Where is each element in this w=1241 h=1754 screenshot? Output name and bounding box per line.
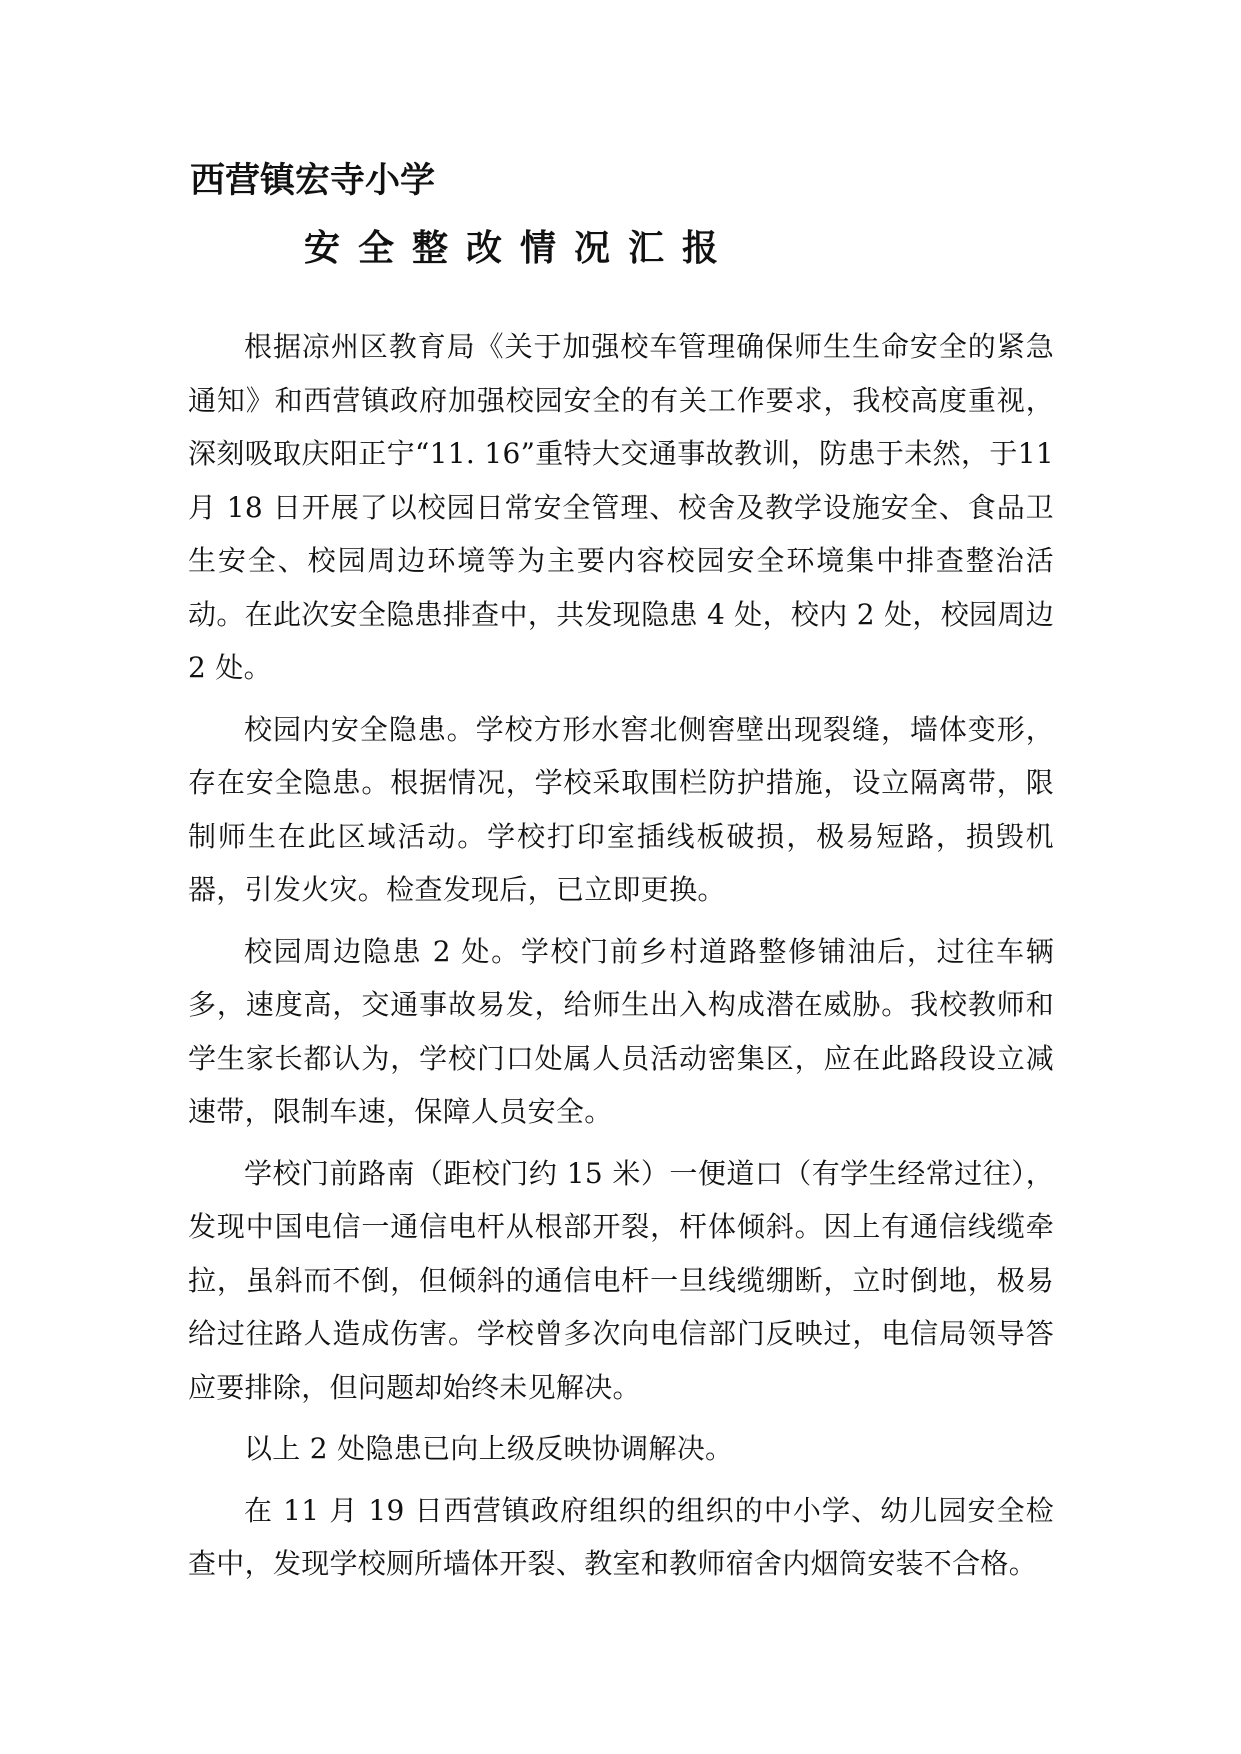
- document-title: 安全整改情况汇报: [304, 227, 737, 269]
- school-name: 西营镇宏寺小学: [190, 160, 436, 201]
- document-body: [188, 320, 1054, 1591]
- paragraph-surrounding-hazards: 校园周边隐患 2 处。学校门前乡村道路整修铺油后，过往车辆多，速度高，交通事故易发，给师生出入构成潜在威胁。我校教师和学生家长都认为，学校门口处属人员活动密集区，应在此路段设立减速带，限制车速，保障人员安全。: [188, 934, 1054, 1128]
- paragraph-inspection: 在 11 月 19 日西营镇政府组织的组织的中小学、幼儿园安全检查中，发现学校厕所墙体开裂、教室和教师宿舍内烟筒安装不合格。: [188, 1493, 1054, 1580]
- paragraph-reported: 以上 2 处隐患已向上级反映协调解决。: [244, 1432, 734, 1465]
- paragraph-telecom-pole: 学校门前路南（距校门约 15 米）一便道口（有学生经常过往），发现中国电信一通信电杆从根部开裂，杆体倾斜。因上有通信线缆牵拉，虽斜而不倒，但倾斜的通信电杆一旦线缆绷断，立时倒地，极易给过往路人造成伤害。学校曾多次向电信部门反映过，电信局领导答应要排除，但问题却始终未见解决。: [188, 1156, 1054, 1404]
- paragraph-campus-hazards: 校园内安全隐患。学校方形水窖北侧窖壁出现裂缝，墙体变形，存在安全隐患。根据情况，学校采取围栏防护措施，设立隔离带，限制师生在此区域活动。学校打印室插线板破损，极易短路，损毁机器，引发火灾。检查发现后，已立即更换。: [188, 712, 1054, 906]
- paragraph-intro: 根据凉州区教育局《关于加强校车管理确保师生生命安全的紧急通知》和西营镇政府加强校园安全的有关工作要求，我校高度重视，深刻吸取庆阳正宁“11. 16”重特大交通事故教训，防患于未然，于11 月 18 日开展了以校园日常安全管理、校舍及教学设施安全、食品卫生安全、校园周边环境等为主要内容校园安全环境集中排查整治活动。在此次安全隐患排查中，共发现隐患 4 处，校内 2 处，校园周边 2 处。: [188, 330, 1054, 684]
